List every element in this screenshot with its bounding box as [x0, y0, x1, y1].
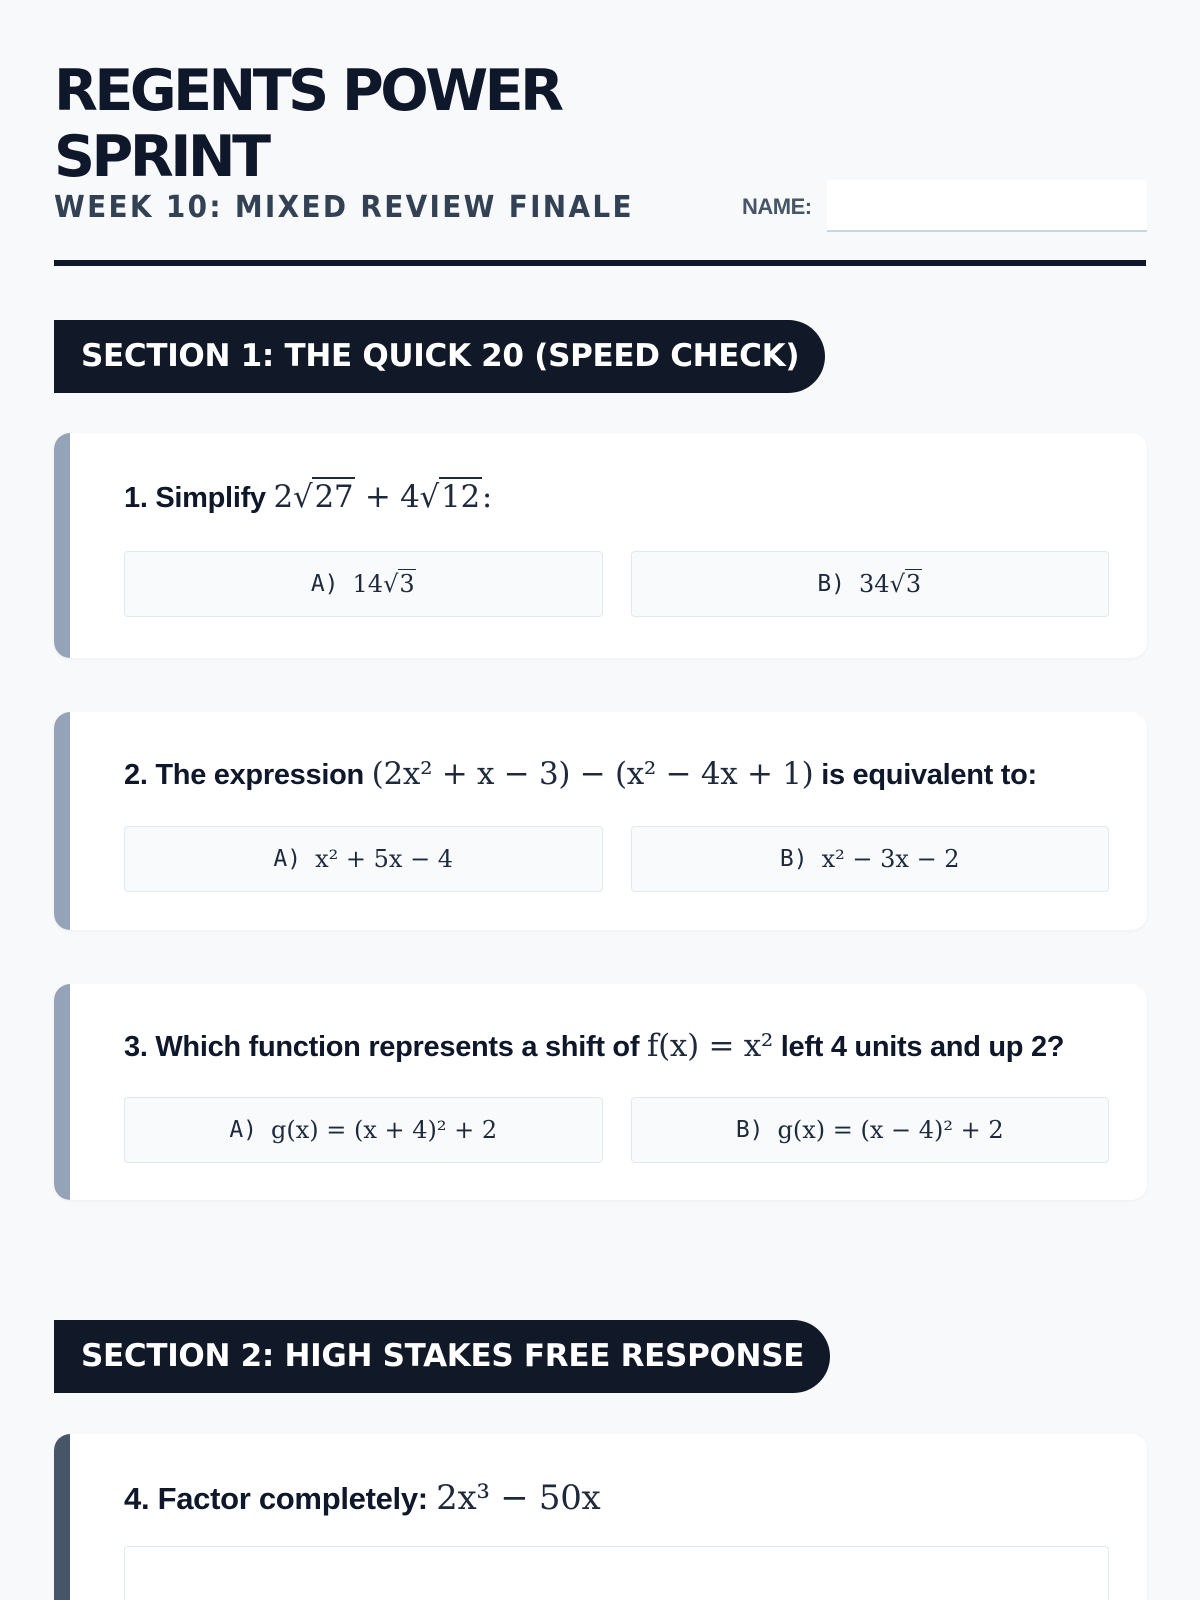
- question-1-option-a[interactable]: [124, 551, 603, 617]
- option-value: 14√3: [352, 570, 415, 598]
- question-2-math: (2x² + x − 3) − (x² − 4x + 1): [371, 756, 814, 792]
- option-letter: B): [735, 1117, 764, 1143]
- question-2-prompt: The expression: [155, 759, 364, 791]
- option-value: g(x) = (x − 4)² + 2: [777, 1116, 1004, 1144]
- question-1-options: [124, 551, 1109, 617]
- question-3-options: [124, 1097, 1109, 1163]
- option-letter: A): [273, 846, 302, 872]
- question-3-text: [124, 1028, 1064, 1064]
- question-2-text: [124, 756, 1037, 792]
- option-value: 34√3: [859, 570, 922, 598]
- header-divider: [54, 260, 1146, 266]
- worksheet-header: [54, 0, 1146, 268]
- question-4-prompt: Factor completely:: [157, 1481, 428, 1516]
- page-title: REGENTS POWER SPRINT: [54, 58, 561, 190]
- question-4-answer-box[interactable]: [124, 1546, 1109, 1600]
- question-2-option-b[interactable]: [631, 826, 1110, 892]
- question-1-text: [124, 479, 492, 515]
- question-3-number: 3.: [124, 1031, 148, 1063]
- question-2-number: 2.: [124, 759, 148, 791]
- question-card-4: [54, 1434, 1147, 1600]
- question-3-option-a[interactable]: [124, 1097, 603, 1163]
- page-subtitle: WEEK 10: MIXED REVIEW FINALE: [54, 190, 634, 225]
- name-label: NAME:: [742, 194, 812, 219]
- name-field[interactable]: [827, 180, 1147, 232]
- option-value: g(x) = (x + 4)² + 2: [271, 1116, 498, 1144]
- question-3-math: f(x) = x²: [646, 1028, 774, 1064]
- question-card-1: [54, 433, 1147, 658]
- question-card-3: [54, 984, 1147, 1200]
- question-3-prompt: Which function represents a shift of: [155, 1031, 640, 1063]
- option-letter: B): [817, 571, 846, 597]
- question-3-suffix: left 4 units and up 2?: [780, 1031, 1065, 1063]
- question-4-math: 2x³ − 50x: [436, 1478, 601, 1518]
- question-1-math: 2√27 + 4√12:: [273, 479, 493, 515]
- section-1-header: SECTION 1: THE QUICK 20 (SPEED CHECK): [54, 320, 825, 393]
- question-4-number: 4.: [124, 1481, 150, 1516]
- question-2-options: [124, 826, 1109, 892]
- option-value: x² − 3x − 2: [821, 845, 960, 873]
- question-1-option-b[interactable]: [631, 551, 1110, 617]
- question-1-number: 1.: [124, 482, 148, 514]
- question-2-option-a[interactable]: [124, 826, 603, 892]
- question-4-text: [124, 1478, 600, 1518]
- question-1-prompt: Simplify: [155, 482, 266, 514]
- option-letter: B): [779, 846, 808, 872]
- section-2-header: SECTION 2: HIGH STAKES FREE RESPONSE: [54, 1320, 830, 1393]
- question-card-2: [54, 712, 1147, 930]
- question-2-suffix: is equivalent to:: [821, 759, 1037, 791]
- option-value: x² + 5x − 4: [315, 845, 454, 873]
- option-letter: A): [310, 571, 339, 597]
- question-3-option-b[interactable]: [631, 1097, 1110, 1163]
- option-letter: A): [229, 1117, 258, 1143]
